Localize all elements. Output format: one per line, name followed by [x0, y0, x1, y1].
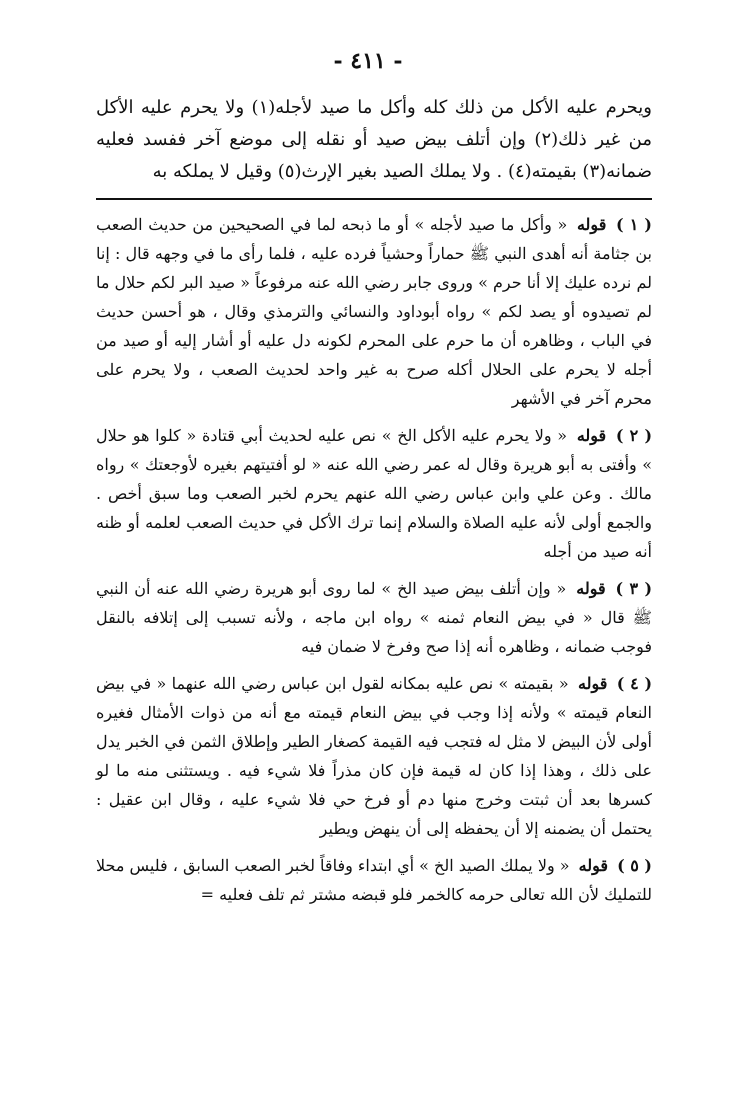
footnote — [96, 574, 652, 661]
footnote — [96, 210, 652, 413]
footnote-keyword: قوله — [576, 579, 606, 598]
footnote-text: « ولا يملك الصيد الخ » أي ابتداء وفاقاً لخبر الصعب السابق ، فليس محلا للتمليك لأن الله تعالى حرمه كالخمر فلو قبضه مشتر ثم تلف فعليه = — [96, 856, 652, 904]
footnote-number: ( ٥ ) — [617, 856, 652, 875]
footnote-number: ( ٣ ) — [615, 579, 653, 598]
footnote-keyword: قوله — [576, 215, 607, 234]
footnote — [96, 851, 652, 909]
footnote-number: ( ٢ ) — [615, 426, 653, 445]
footnote-number: ( ١ ) — [616, 215, 652, 234]
page-number: - ٤١١ - — [333, 48, 403, 74]
footnotes — [96, 210, 652, 917]
footnote-text: « بقيمته » نص عليه بمكانه لقول ابن عباس رضي الله عنهما « في بيض النعام قيمته » ولأنه إذا وجب في بيض النعام قيمته مع أنه من ذوات الأمثال فغيره أولى لأن البيض لا مثل له فتجب فيه القيمة كصغار الطير وإطلاق الثمن في الخبر يدل على ذلك ، وهذا إذا كان له قيمة فإن كان مذراً فلا شيء فيه . ويستثنى منه ما لو كسرها بعد أن ثبتت وخرج منها دم أو فرخ حي فلا شيء عليه ، وقال ابن عقيل : يحتمل أن يضمنه إلا أن يحفظه إلى أن ينهض ويطير — [96, 674, 653, 838]
footnote-text: « وإن أتلف بيض صيد الخ » لما روى أبو هريرة رضي الله عنه أن النبي ﷺ قال « في بيض النعام ثمنه » رواه ابن ماجه ، ولأنه تسبب إلى إتلافه بالنقل فوجب ضمانه ، وظاهره أنه إذا صح وفرخ لا ضمان فيه — [96, 579, 652, 656]
footnote-keyword: قوله — [578, 674, 608, 693]
footnote-text: « وأكل ما صيد لأجله » أو ما ذبحه لما في الصحيحين من حديث الصعب بن جثامة أنه أهدى النبي ﷺ حماراً وحشياً فرده عليه ، فلما رأى ما في وجهه قال : إنا لم نرده عليك إلا أنا حرم » وروى جابر رضي الله عنه مرفوعاً « صيد البر لكم حلال ما لم تصيدوه أو يصد لكم » رواه أبوداود والنسائي والترمذي وقال ، هو أحسن حديث في الباب ، وظاهره أن ما حرم على المحرم لكونه دل عليه أو أشار إليه أو صيد من أجله لا يحرم على الحلال أكله صرح به غير واحد لحديث الصعب ، ولا يحرم على محرم آخر في الأشهر — [96, 215, 652, 408]
footnote — [96, 669, 652, 843]
footnote — [96, 421, 652, 566]
footnote-keyword: قوله — [578, 856, 609, 875]
footnote-keyword: قوله — [576, 426, 607, 445]
main-text: ويحرم عليه الأكل من ذلك كله وأكل ما صيد لأجله(١) ولا يحرم عليه الأكل من غير ذلك(٢) وإن أتلف بيض صيد أو نقله إلى موضع آخر ففسد فعليه ضمانه(٣) بقيمته(٤) . ولا يملك الصيد بغير الإرث(٥) وقيل لا يملكه به — [96, 97, 652, 182]
footnote-divider — [96, 198, 652, 200]
footnote-number: ( ٤ ) — [616, 674, 653, 693]
footnote-text: « ولا يحرم عليه الأكل الخ » نص عليه لحديث أبي قتادة « كلوا هو حلال » وأفتى به أبو هريرة وقال له عمر رضي الله عنه « لو أفتيتهم بغيره لأوجعتك » رواه مالك . وعن علي وابن عباس رضي الله عنهم يحرم لخبر الصعب وما سبق أخص . والجمع أولى لأنه عليه الصلاة والسلام إنما ترك الأكل في حديث الصعب لعلمه أو ظنه أنه صيد من أجله — [96, 426, 652, 561]
